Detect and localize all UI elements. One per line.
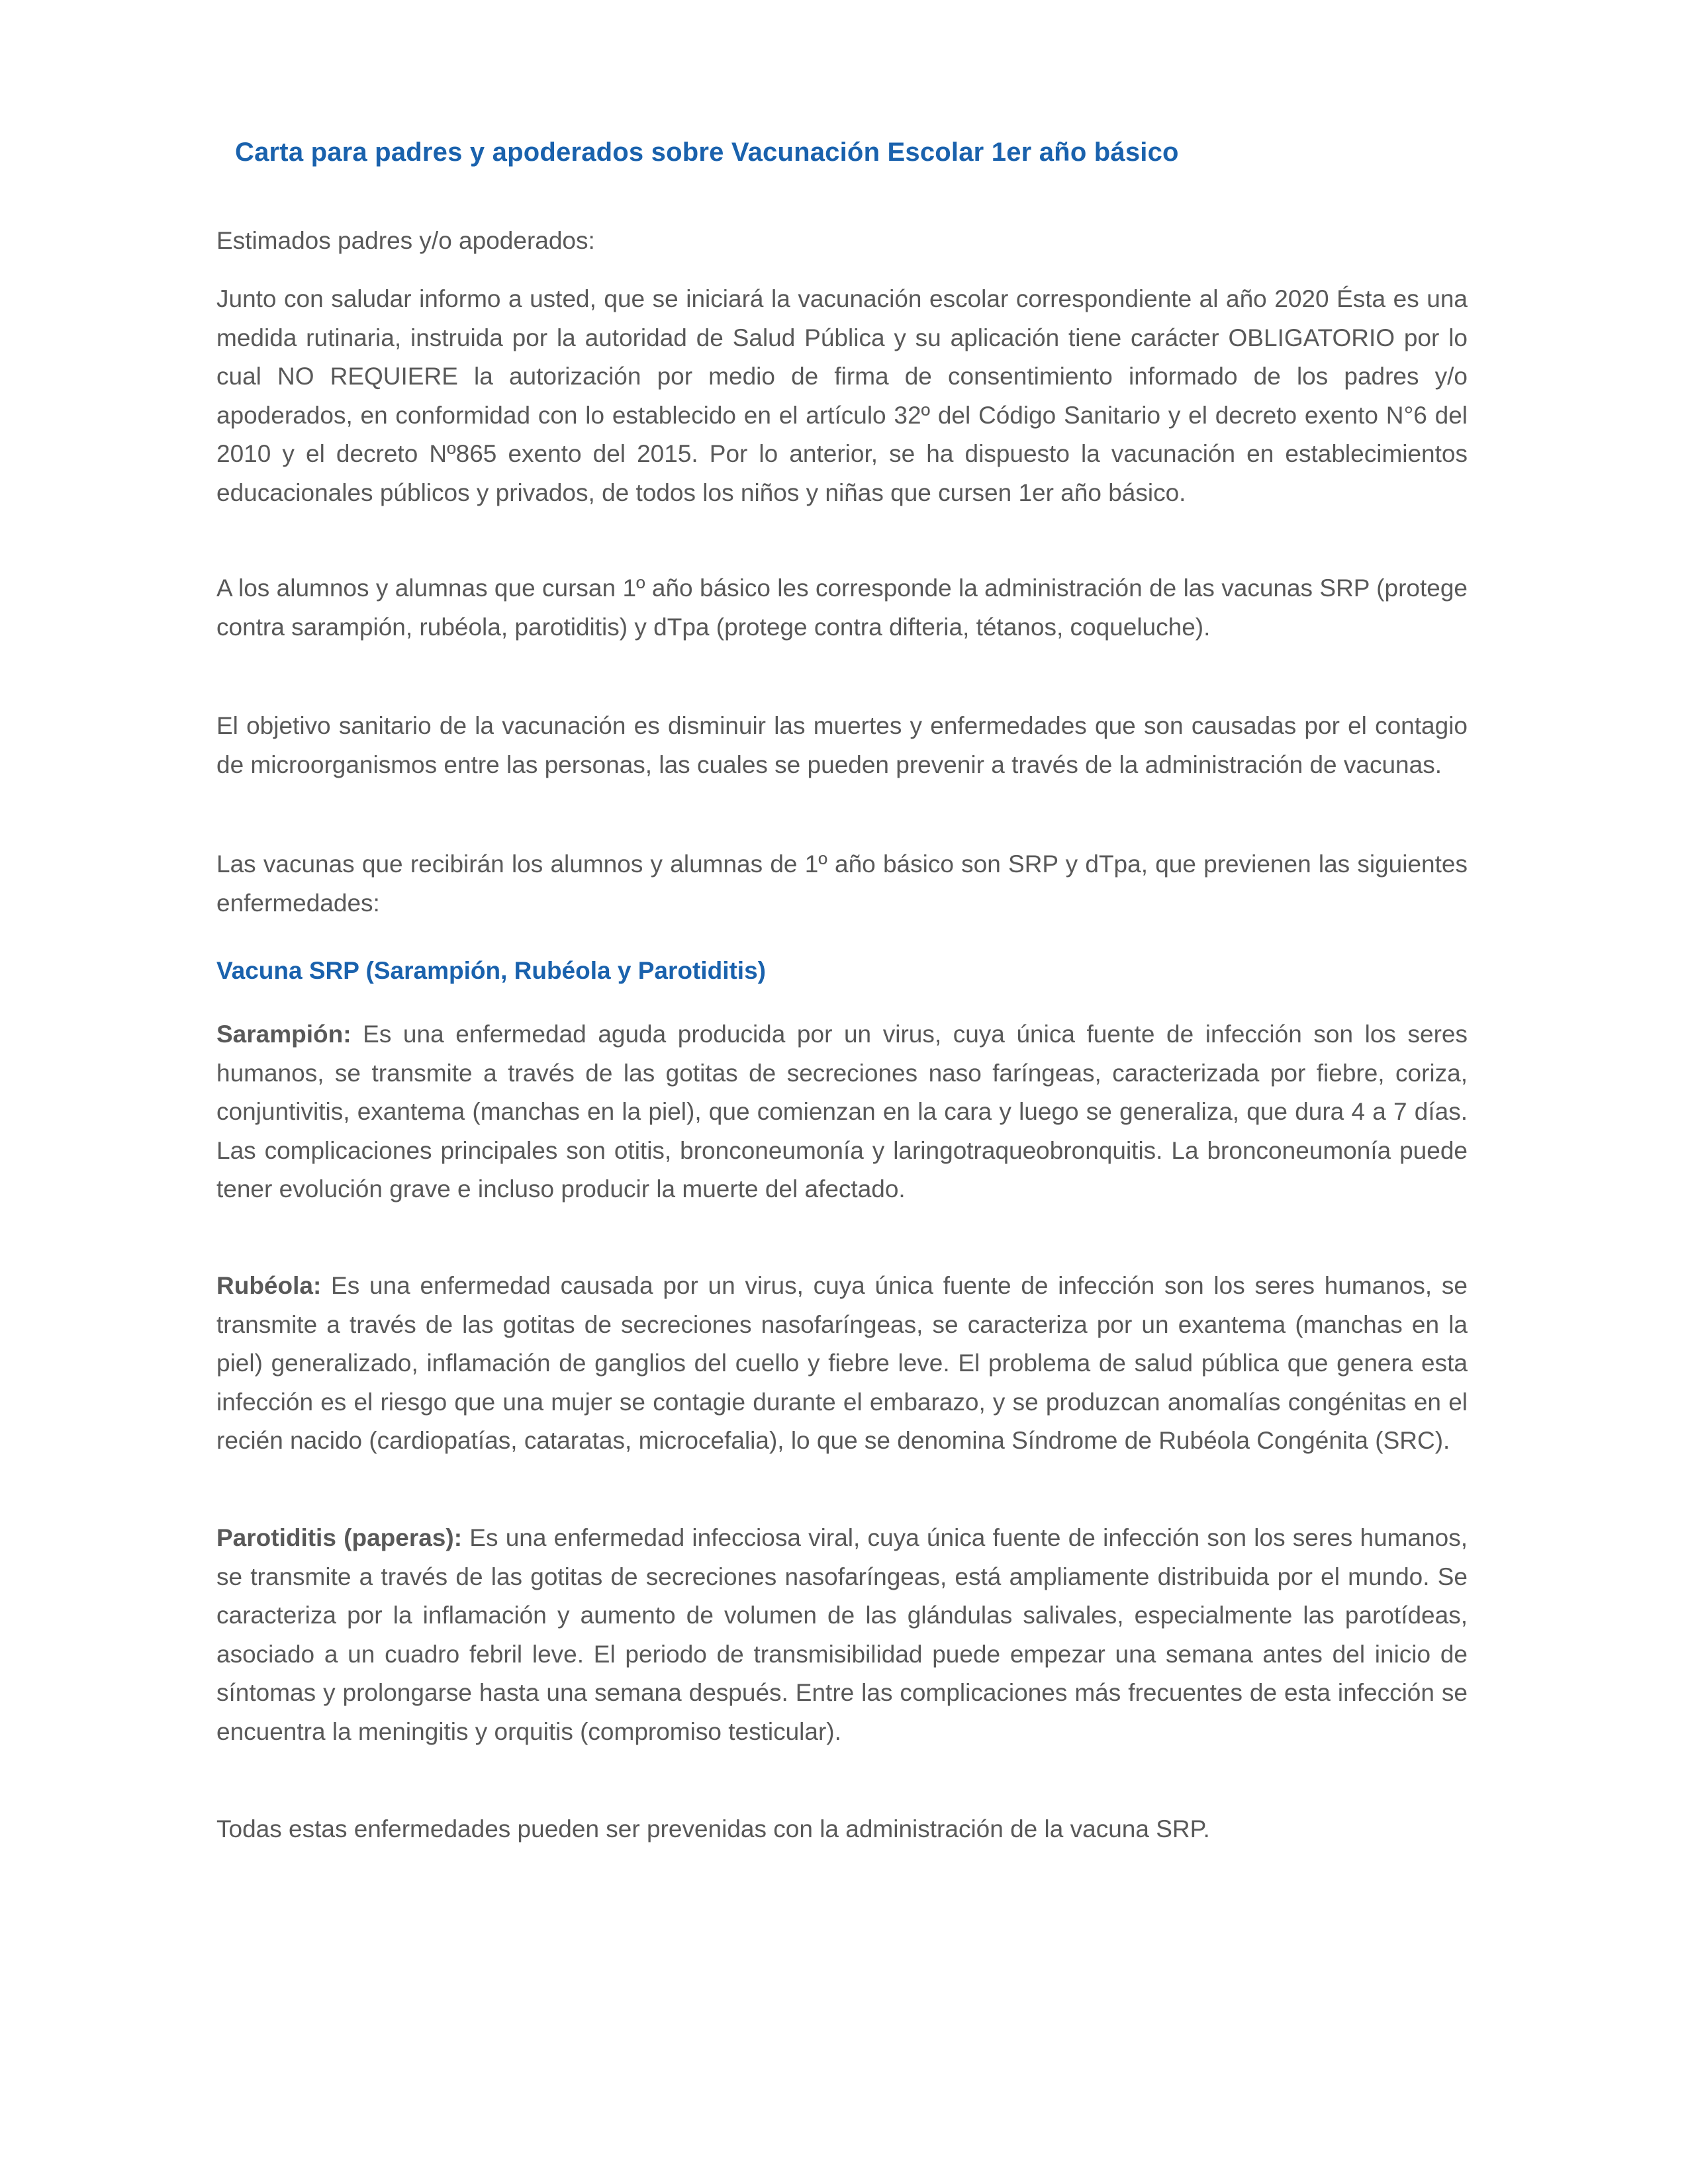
- disease-description: Es una enfermedad infecciosa viral, cuya única fuente de infección son los seres humanos, se transmite a través de las gotitas de secreciones nasofaríngeas, está ampliamente distribuida por el mundo. Se caracteriza por la inflamación y aumento de volumen de las glándulas salivales, especialmente las parotídeas, asociado a un cuadro febril leve. El periodo de transmisibilidad puede empezar una semana antes del inicio de síntomas y prolongarse hasta una semana después. Entre las complicaciones más frecuentes de esta infección se encuentra la meningitis y orquitis (compromiso testicular).: [216, 1524, 1468, 1745]
- disease-description: Es una enfermedad causada por un virus, cuya única fuente de infección son los seres humanos, se transmite a través de las gotitas de secreciones nasofaríngeas, se caracteriza por un exantema (manchas en la piel) generalizado, inflamación de ganglios del cuello y fiebre leve. El problema de salud pública que genera esta infección es el riesgo que una mujer se contagie durante el embarazo, y se produzcan anomalías congénitas en el recién nacido (cardiopatías, cataratas, microcefalia), lo que se denomina Síndrome de Rubéola Congénita (SRC).: [216, 1272, 1468, 1454]
- disease-parotiditis: [216, 1519, 1468, 1751]
- closing-paragraph: Todas estas enfermedades pueden ser prevenidas con la administración de la vacuna SRP.: [216, 1815, 1210, 1843]
- vaccines-assigned-paragraph: A los alumnos y alumnas que cursan 1º año básico les corresponde la administración de las vacunas SRP (protege contra sarampión, rubéola, parotiditis) y dTpa (protege contra difteria, tétanos, coqueluche).: [216, 574, 1468, 641]
- salutation: Estimados padres y/o apoderados:: [216, 227, 595, 254]
- disease-label: Sarampión:: [216, 1021, 352, 1048]
- document-title: Carta para padres y apoderados sobre Vacunación Escolar 1er año básico: [235, 138, 1179, 167]
- disease-description: Es una enfermedad aguda producida por un virus, cuya única fuente de infección son los seres humanos, se transmite a través de las gotitas de secreciones naso faríngeas, caracterizada por fiebre, coriza, conjuntivitis, exantema (manchas en la piel), que comienzan en la cara y luego se generaliza, que dura 4 a 7 días. Las complicaciones principales son otitis, bronconeumonía y laringotraqueobronquitis. La bronconeumonía puede tener evolución grave e incluso producir la muerte del afectado.: [216, 1021, 1468, 1203]
- disease-label: Parotiditis (paperas):: [216, 1524, 463, 1551]
- disease-sarampion: [216, 1015, 1468, 1209]
- vaccines-prevent-paragraph: Las vacunas que recibirán los alumnos y alumnas de 1º año básico son SRP y dTpa, que previenen las siguientes enfermedades:: [216, 850, 1468, 917]
- disease-label: Rubéola:: [216, 1272, 322, 1299]
- sanitary-objective-paragraph: El objetivo sanitario de la vacunación es disminuir las muertes y enfermedades que son causadas por el contagio de microorganismos entre las personas, las cuales se pueden prevenir a través de la administración de vacunas.: [216, 712, 1468, 778]
- srp-section-heading: Vacuna SRP (Sarampión, Rubéola y Parotiditis): [216, 957, 766, 984]
- disease-rubeola: [216, 1267, 1468, 1461]
- intro-paragraph: Junto con saludar informo a usted, que se iniciará la vacunación escolar correspondiente al año 2020 Ésta es una medida rutinaria, instruida por la autoridad de Salud Pública y su aplicación tiene carácter OBLIGATORIO por lo cual NO REQUIERE la autorización por medio de firma de consentimiento informado de los padres y/o apoderados, en conformidad con lo establecido en el artículo 32º del Código Sanitario y el decreto exento N°6 del 2010 y el decreto Nº865 exento del 2015. Por lo anterior, se ha dispuesto la vacunación en establecimientos educacionales públicos y privados, de todos los niños y niñas que cursen 1er año básico.: [216, 285, 1468, 506]
